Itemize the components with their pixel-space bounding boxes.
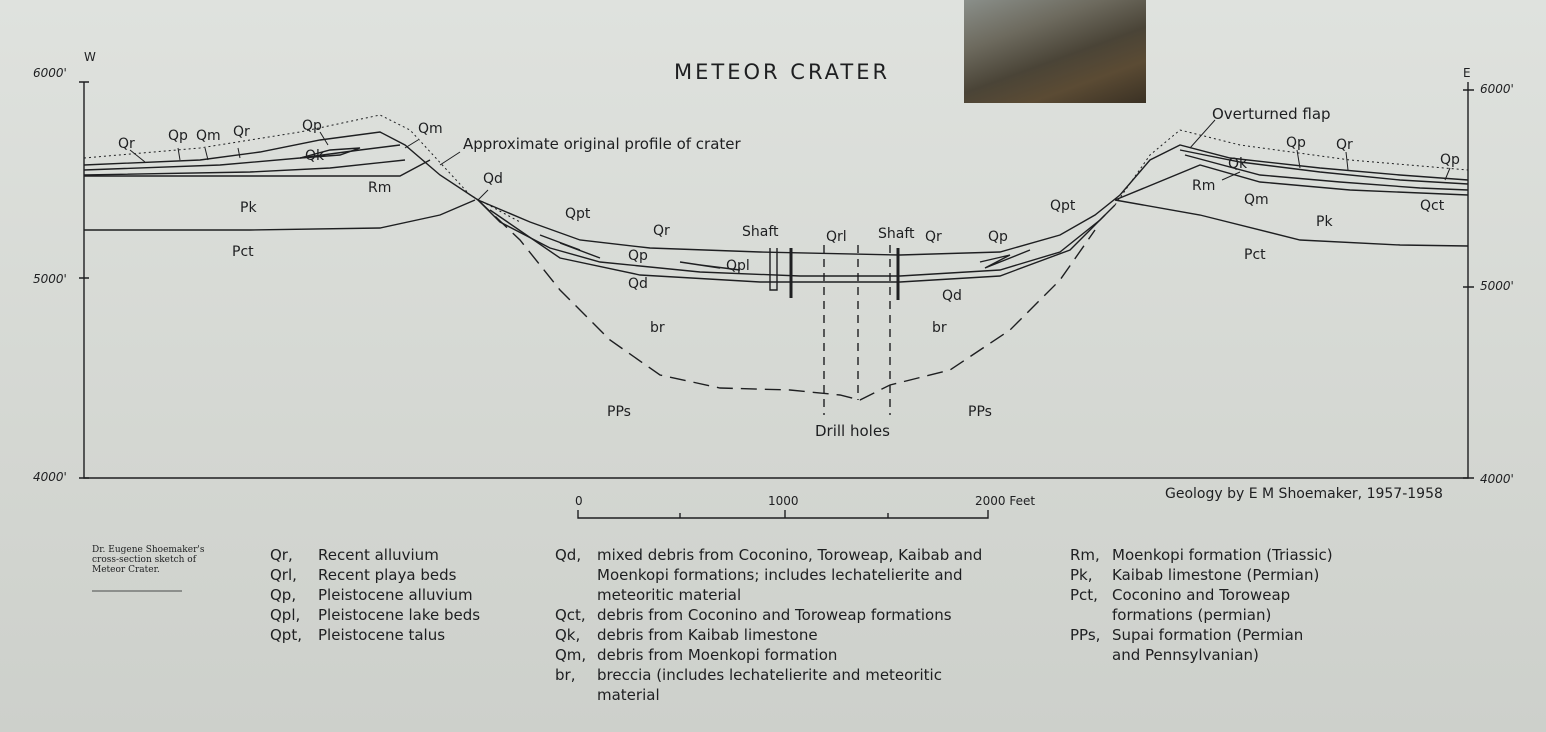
label-br-left: br	[650, 320, 665, 336]
frame-line	[84, 82, 1468, 478]
label-qpt-left: Qpt	[565, 206, 591, 222]
legend-item	[1070, 625, 1333, 665]
label-pk-right: Pk	[1316, 214, 1333, 230]
elevation-label-left-6000: 6000'	[33, 66, 67, 80]
pk-top-right	[1115, 165, 1468, 200]
legend-item	[555, 605, 982, 625]
legend-desc: meteoritic material	[597, 586, 742, 604]
label-qm-left: Qm	[196, 128, 221, 144]
elevation-label-left-5000: 5000'	[33, 272, 67, 286]
legend-desc: debris from Coconino and Toroweap formations	[597, 606, 952, 624]
label-qp-right: Qp	[1286, 135, 1306, 151]
note-underline	[92, 590, 182, 592]
scale-tick-1000: 1000	[768, 494, 799, 508]
legend-desc: Supai formation (Permian	[1112, 626, 1304, 644]
scale-tick-2000: 2000 Feet	[975, 494, 1036, 508]
legend-code: br,	[555, 666, 576, 684]
legend-code: Qct,	[555, 606, 586, 624]
label-qk-right: Qk	[1228, 156, 1248, 172]
direction-east: E	[1463, 66, 1471, 80]
legend-item	[1070, 565, 1333, 585]
label-pct-left: Pct	[232, 244, 254, 260]
legend-code: Qr,	[270, 546, 293, 564]
legend-code: Qp,	[270, 586, 297, 604]
legend-code: Qm,	[555, 646, 587, 664]
label-rm-left: Rm	[368, 180, 392, 196]
label-qk-left: Qk	[305, 148, 325, 164]
legend-desc: Moenkopi formations; includes lechatelierite and	[597, 566, 963, 584]
label-drill-holes: Drill holes	[815, 422, 890, 440]
scale-tick-0: 0	[575, 494, 583, 508]
legend-desc: Pleistocene talus	[318, 626, 446, 644]
label-qpt-right: Qpt	[1050, 198, 1076, 214]
direction-west: W	[84, 50, 96, 64]
legend-code: Qpl,	[270, 606, 301, 624]
legend-desc: Pleistocene alluvium	[318, 586, 473, 604]
label-pk-left: Pk	[240, 200, 257, 216]
legend-item	[270, 545, 480, 565]
legend-desc: Recent alluvium	[318, 546, 439, 564]
label-qr-floor: Qr	[653, 223, 670, 239]
legend-desc: formations (permian)	[1112, 606, 1272, 624]
legend-desc: mixed debris from Coconino, Toroweap, Kaibab and	[597, 546, 983, 564]
label-qd-floor-left: Qd	[628, 276, 648, 292]
legend-item	[270, 625, 480, 645]
diagram-title: METEOR CRATER	[674, 60, 891, 84]
legend-code: Qd,	[555, 546, 582, 564]
elevation-label-right-4000: 4000'	[1480, 472, 1514, 486]
legend-item	[555, 545, 982, 605]
legend-column-2	[555, 545, 982, 705]
label-qpl: Qpl	[726, 258, 750, 274]
label-br-right: br	[932, 320, 947, 336]
pct-top-left	[84, 200, 475, 230]
shoemaker-note: Dr. Eugene Shoemaker's cross-section sketch of Meteor Crater.	[92, 545, 205, 575]
label-pct-right: Pct	[1244, 247, 1266, 263]
legend-desc: debris from Moenkopi formation	[597, 646, 838, 664]
label-pps-left: PPs	[607, 404, 631, 420]
label-qp-right-2: Qp	[1440, 152, 1460, 168]
legend-desc: Pleistocene lake beds	[318, 606, 481, 624]
label-qp-floor-right: Qp	[988, 229, 1008, 245]
legend-item	[1070, 585, 1333, 625]
legend-desc: Recent playa beds	[318, 566, 457, 584]
label-qm-right: Qm	[1244, 192, 1269, 208]
elevation-label-right-5000: 5000'	[1480, 279, 1514, 293]
legend-item	[1070, 545, 1333, 565]
label-qr-floor-right: Qr	[925, 229, 942, 245]
label-shaft-left: Shaft	[742, 224, 779, 240]
legend-item	[270, 605, 480, 625]
pct-top-right	[1115, 200, 1468, 246]
label-qr-left-2: Qr	[233, 124, 250, 140]
legend-desc: breccia (includes lechatelierite and meteoritic	[597, 666, 942, 684]
legend-item	[270, 565, 480, 585]
scale-bar	[578, 510, 988, 518]
label-qd-rim: Qd	[483, 171, 503, 187]
label-qr-left: Qr	[118, 136, 135, 152]
legend-code: Rm,	[1070, 546, 1100, 564]
legend-code: Qrl,	[270, 566, 297, 584]
legend-desc: debris from Kaibab limestone	[597, 626, 818, 644]
drill-hole-lines	[824, 245, 890, 415]
legend-item	[270, 585, 480, 605]
legend-code: PPs,	[1070, 626, 1101, 644]
label-qd-floor-right: Qd	[942, 288, 962, 304]
legend-desc: Coconino and Toroweap	[1112, 586, 1291, 604]
shaft-left-outline	[770, 248, 777, 290]
credit-line: Geology by E M Shoemaker, 1957-1958	[1165, 486, 1443, 502]
legend-code: Pct,	[1070, 586, 1098, 604]
legend-desc: material	[597, 686, 660, 704]
label-shaft-right: Shaft	[878, 226, 915, 242]
label-qp-left-2: Qp	[302, 118, 322, 134]
label-qp-left: Qp	[168, 128, 188, 144]
label-qm-left-2: Qm	[418, 121, 443, 137]
label-qct-right: Qct	[1420, 198, 1445, 214]
label-rm-right: Rm	[1192, 178, 1216, 194]
legend-column-1	[270, 545, 480, 645]
legend-desc: and Pennsylvanian)	[1112, 646, 1259, 664]
legend-code: Qk,	[555, 626, 581, 644]
legend-desc: Moenkopi formation (Triassic)	[1112, 546, 1333, 564]
legend-code: Qpt,	[270, 626, 302, 644]
qk-line-right	[1180, 150, 1468, 184]
legend-code: Pk,	[1070, 566, 1093, 584]
label-overturned-flap: Overturned flap	[1212, 105, 1331, 123]
label-pps-right: PPs	[968, 404, 992, 420]
elevation-label-right-6000: 6000'	[1480, 82, 1514, 96]
legend-desc: Kaibab limestone (Permian)	[1112, 566, 1320, 584]
label-qp-floor: Qp	[628, 248, 648, 264]
label-qr-right: Qr	[1336, 137, 1353, 153]
legend-item	[555, 645, 982, 665]
label-original-profile: Approximate original profile of crater	[463, 135, 741, 153]
elevation-label-left-4000: 4000'	[33, 470, 67, 484]
legend-item	[555, 665, 982, 705]
label-qrl: Qrl	[826, 229, 847, 245]
legend-item	[555, 625, 982, 645]
legend-column-3	[1070, 545, 1333, 665]
